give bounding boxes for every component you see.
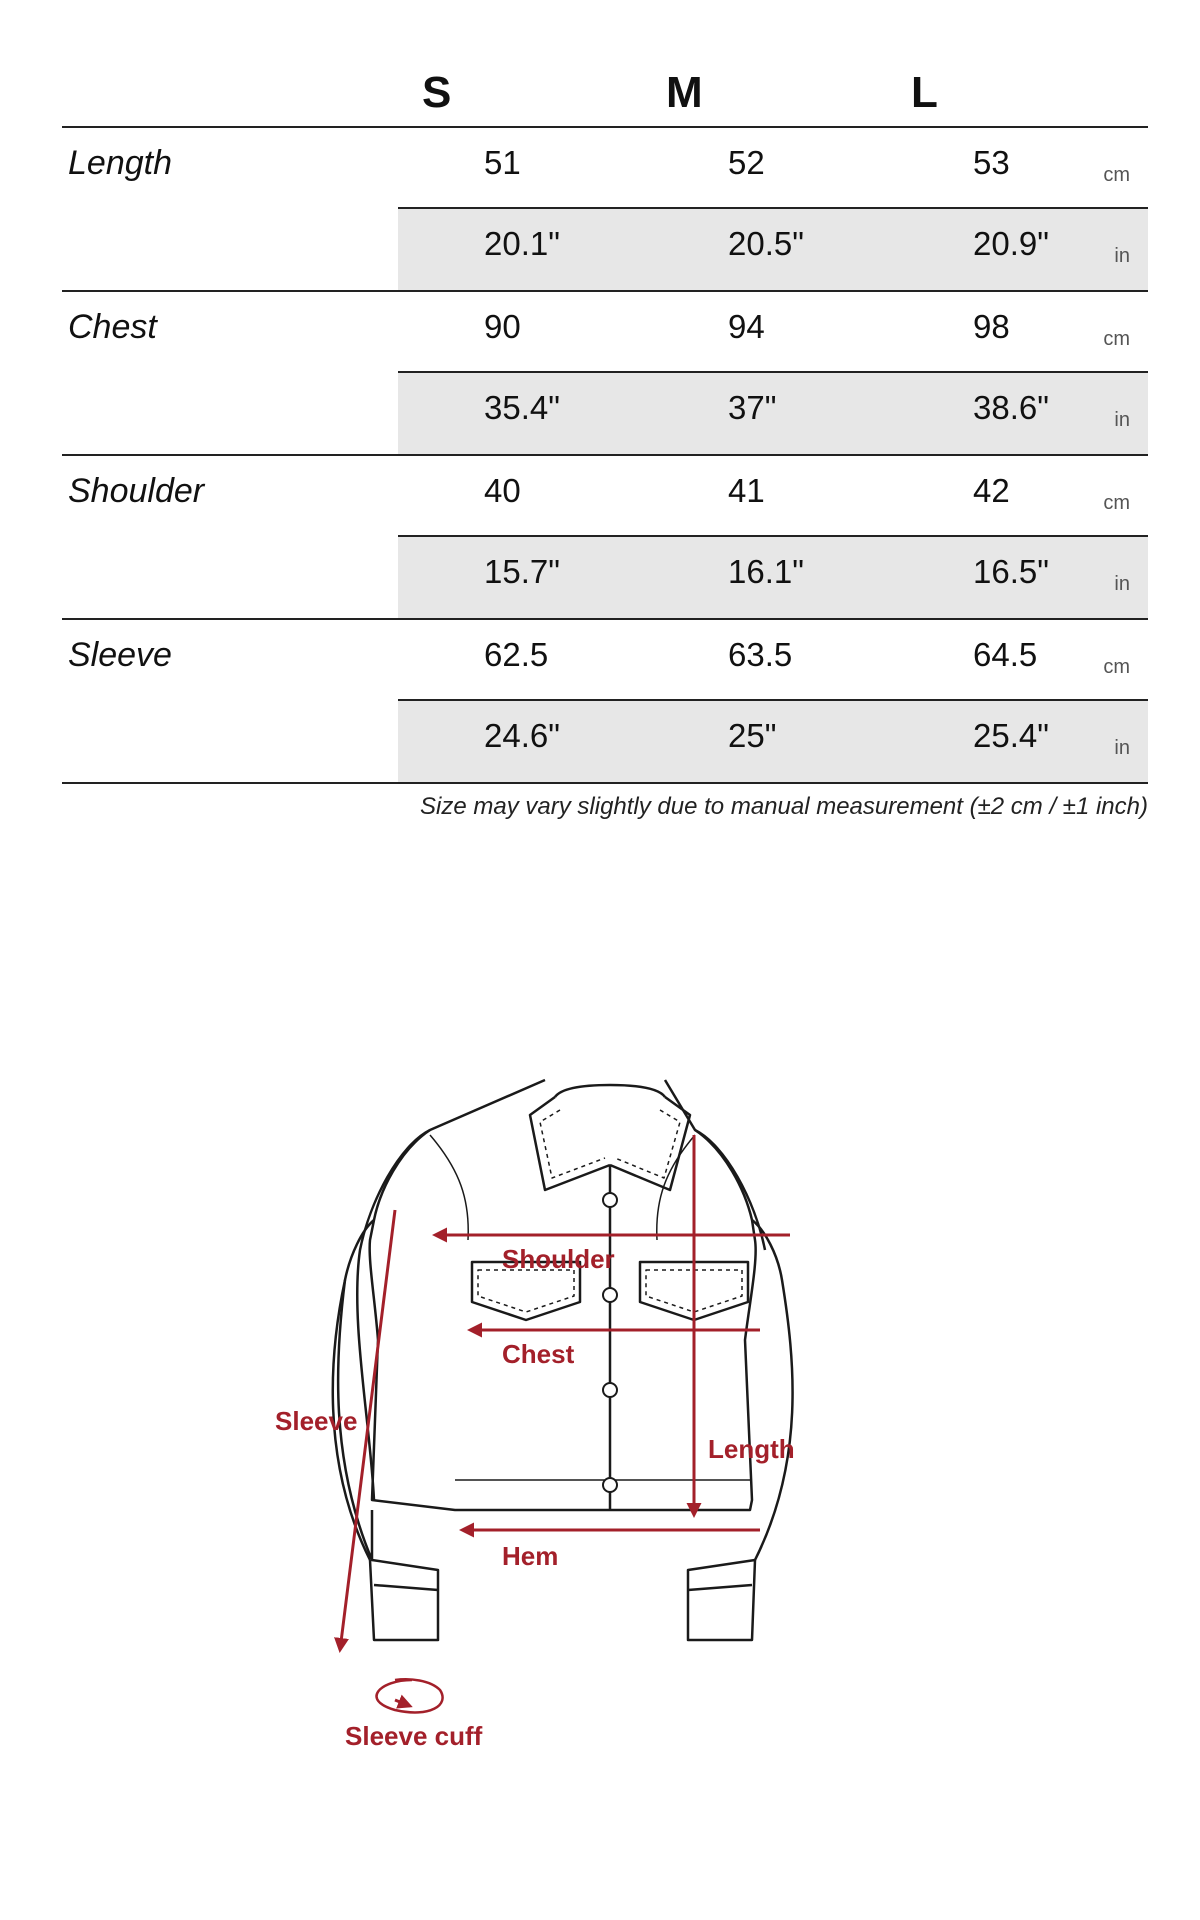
- measurement-note: Size may vary slightly due to manual measurement (±2 cm / ±1 inch): [420, 793, 1148, 820]
- unit-label: in: [1114, 573, 1130, 595]
- size-header-row: [62, 60, 1148, 128]
- measurement-label: Chest: [68, 308, 157, 346]
- value-cell: 25": [728, 717, 777, 754]
- measurement-arrows: [340, 1135, 790, 1712]
- unit-label: in: [1114, 245, 1130, 267]
- chest-label: Chest: [502, 1339, 575, 1369]
- button-icon: [603, 1288, 617, 1302]
- value-cell: 24.6": [484, 717, 560, 754]
- measurement-labels: [275, 1244, 795, 1751]
- measurement-label: Shoulder: [68, 472, 205, 510]
- measurement-label: Sleeve: [68, 636, 172, 674]
- inch-row: [398, 701, 1148, 782]
- hem-label: Hem: [502, 1541, 559, 1571]
- value-cell: 53: [973, 144, 1010, 181]
- button-icon: [603, 1193, 617, 1207]
- jacket-measurement-diagram: [0, 1040, 1200, 1760]
- value-cell: 25.4": [973, 717, 1049, 754]
- unit-label: in: [1114, 737, 1130, 759]
- value-cell: 37": [728, 389, 777, 426]
- unit-label: cm: [1103, 164, 1130, 186]
- value-cell: 35.4": [484, 389, 560, 426]
- cm-row: [398, 292, 1148, 373]
- value-cell: 16.5": [973, 553, 1049, 590]
- button-icon: [603, 1478, 617, 1492]
- length-label: Length: [708, 1434, 795, 1464]
- value-cell: 51: [484, 144, 521, 181]
- value-cell: 41: [728, 472, 765, 509]
- value-cell: 16.1": [728, 553, 804, 590]
- value-cell: 94: [728, 308, 765, 345]
- value-cell: 42: [973, 472, 1010, 509]
- value-cell: 20.5": [728, 225, 804, 262]
- inch-row: [398, 209, 1148, 290]
- size-header-s: S: [422, 68, 452, 117]
- size-chart-table: [62, 60, 1148, 784]
- measurement-group-shoulder: [62, 456, 1148, 620]
- sleeve-cuff-arrow: [377, 1679, 443, 1712]
- size-header-l: L: [911, 68, 938, 117]
- measurement-label: Length: [68, 144, 172, 182]
- value-cell: 52: [728, 144, 765, 181]
- value-cell: 15.7": [484, 553, 560, 590]
- value-cell: 90: [484, 308, 521, 345]
- value-cell: 20.1": [484, 225, 560, 262]
- size-header-m: M: [666, 68, 703, 117]
- inch-row: [398, 537, 1148, 618]
- value-cell: 98: [973, 308, 1010, 345]
- value-cell: 62.5: [484, 636, 549, 673]
- cm-row: [398, 128, 1148, 209]
- cm-row: [398, 620, 1148, 701]
- unit-label: cm: [1103, 328, 1130, 350]
- sleeve-cuff-label: Sleeve cuff: [345, 1721, 483, 1751]
- unit-label: cm: [1103, 492, 1130, 514]
- cm-row: [398, 456, 1148, 537]
- measurement-group-sleeve: [62, 620, 1148, 784]
- inch-row: [398, 373, 1148, 454]
- value-cell: 40: [484, 472, 521, 509]
- measurement-group-chest: [62, 292, 1148, 456]
- shoulder-label: Shoulder: [502, 1244, 615, 1274]
- value-cell: 38.6": [973, 389, 1049, 426]
- measurement-group-length: [62, 128, 1148, 292]
- unit-label: cm: [1103, 656, 1130, 678]
- value-cell: 64.5: [973, 636, 1038, 673]
- sleeve-label: Sleeve: [275, 1406, 358, 1436]
- unit-label: in: [1114, 409, 1130, 431]
- button-icon: [603, 1383, 617, 1397]
- value-cell: 20.9": [973, 225, 1049, 262]
- value-cell: 63.5: [728, 636, 793, 673]
